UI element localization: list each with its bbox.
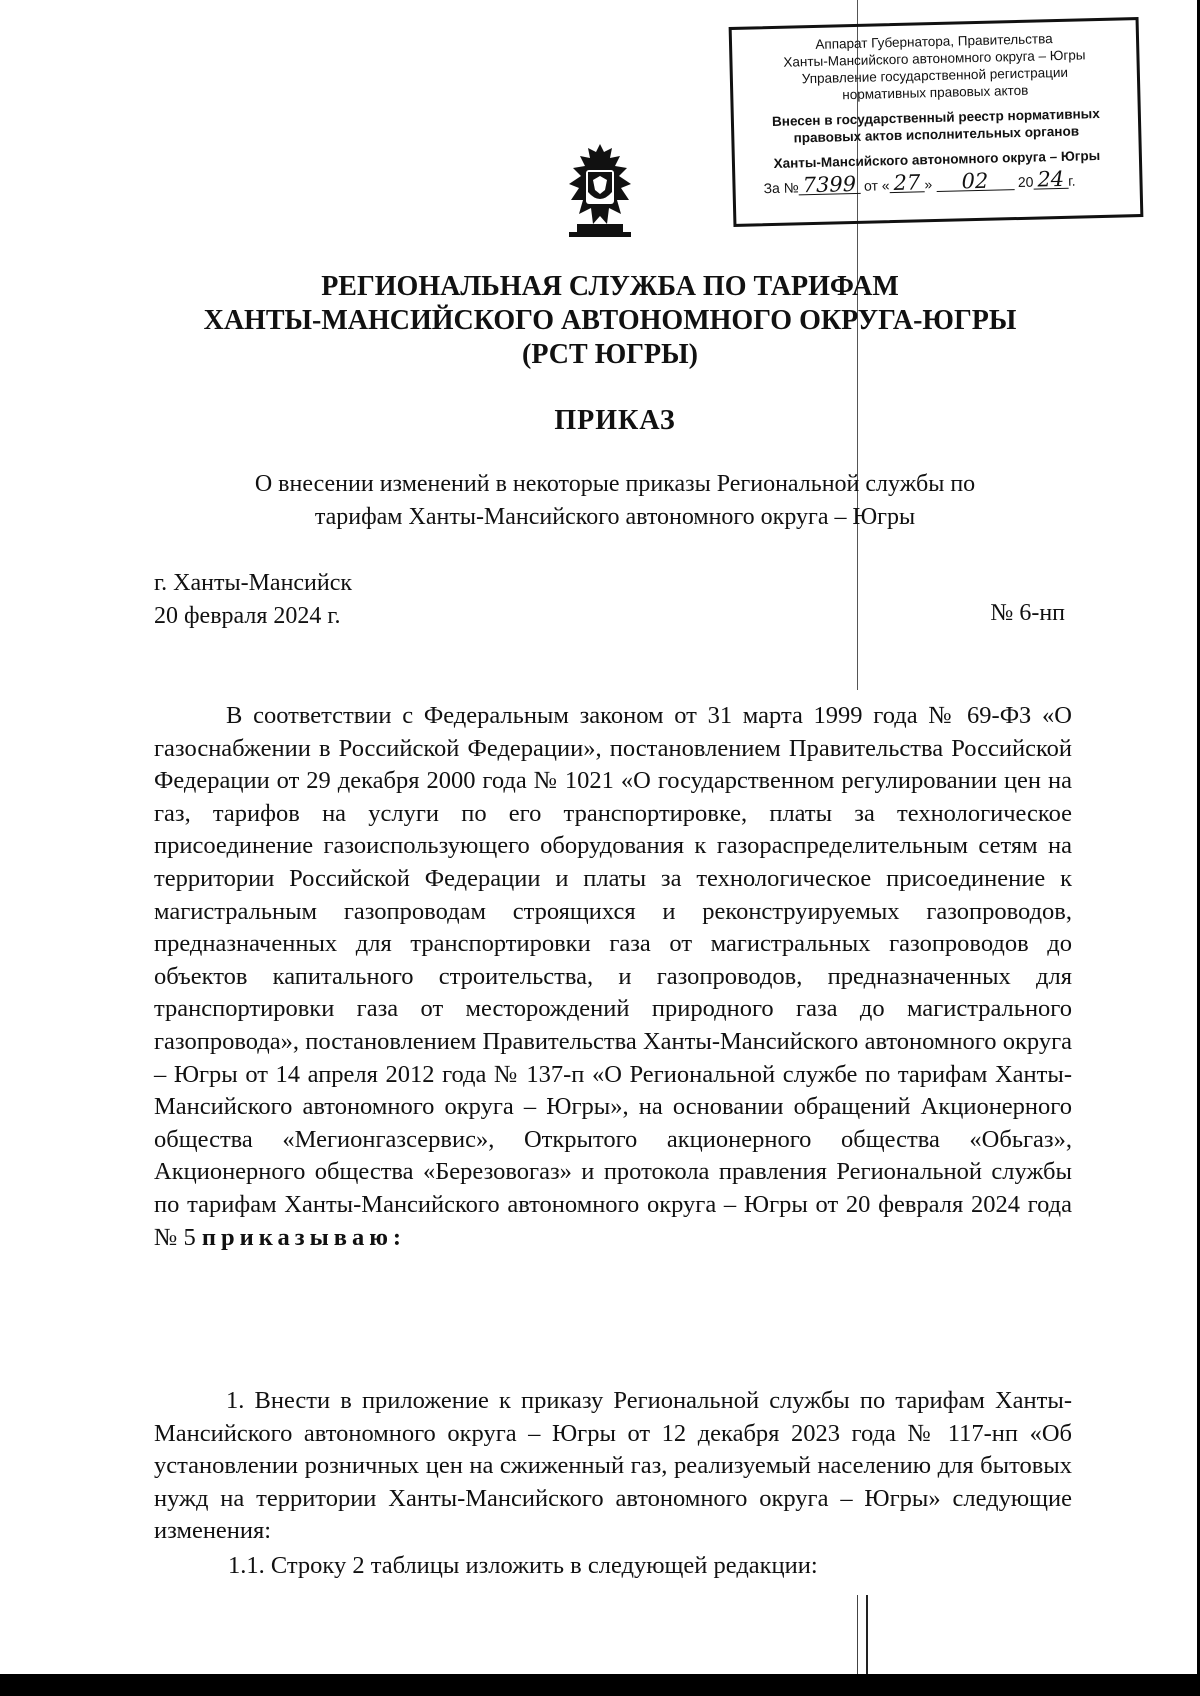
clause-1-1-paragraph: 1.1. Строку 2 таблицы изложить в следующей редакции: [228,1552,818,1579]
document-city: г. Ханты-Мансийск [154,570,353,596]
stamp-reg-day: 27 [889,174,924,193]
stamp-line: Аппарат Губернатора, Правительства [815,31,1053,52]
stamp-reg-year: 24 [1033,171,1068,190]
stamp-reg-year-prefix: 20 [1017,173,1034,191]
registration-stamp [729,17,1144,227]
stamp-registration-line [735,166,1139,198]
stamp-reg-number: 7399 [798,176,860,195]
stamp-reg-from: от « [863,177,890,194]
document-number: № 6-нп [990,600,1065,626]
document-place-date [154,567,352,633]
subject-line: тарифам Ханты-Мансийского автономного округа – Югры [314,504,916,530]
org-line: ХАНТЫ-МАНСИЙСКОГО АВТОНОМНОГО ОКРУГА-ЮГРЫ [203,305,1017,336]
stamp-reg-month: 02 [936,172,1014,192]
stamp-reg-prefix: За № [763,179,799,197]
stamp-line: Внесен в государственный реестр нормативных [771,105,1100,130]
org-line: (РСТ ЮГРЫ) [522,339,698,370]
coat-of-arms-icon [555,140,645,240]
stamp-line: Ханты-Мансийского автономного округа – Югры [783,47,1086,70]
document-type-title: ПРИКАЗ [554,405,676,436]
stamp-line: Управление государственной регистрации [801,64,1069,87]
order-word: приказываю: [201,1223,407,1251]
organization-name [0,270,1200,372]
stamp-reg-suffix: г. [1067,172,1076,189]
preamble-text: В соответствии с Федеральным законом от 31 марта 1999 года № 69-ФЗ «О газоснабжении в Российской Федерации», постановлением Правительства Российской Федерации от 29 декабря 2000 года № 1021 «О государственном регулировании цен на газ, тарифов на услуги по его транспортировке, платы за технологическое присоединение газоиспользующего оборудования к газораспределительным сетям на территории Российской Федерации и платы за технологическое присоединение к магистральным газопроводам строящихся и реконструируемых газопроводов, предназначенных для транспортировки газа от магистральных газопроводов до объектов капитального строительства, и газопроводов, предназначенных для транспортировки газа от месторождений природного газа до магистрального газопровода», постановлением Правительства Ханты-Мансийского автономного округа – Югры от 14 апреля 2012 года № 137-п «О Региональной службе по тарифам Ханты-Мансийского автономного округа – Югры», на основании обращений Акционерного общества «Мегионгазсервис», Открытого акционерного общества «Обьгаз», Акционерного общества «Березовогаз» и протокола правления Региональной службы по тарифам Ханты-Мансийского автономного округа – Югры от 20 февраля 2024 года № 5 [154,702,1072,1251]
stamp-reg-quote: » [924,176,933,193]
org-line: РЕГИОНАЛЬНАЯ СЛУЖБА ПО ТАРИФАМ [321,271,899,302]
stamp-line: Ханты-Мансийского автономного округа – Югры [773,148,1101,171]
stamp-line: правовых актов исполнительных органов [793,123,1080,146]
subject-line: О внесении изменений в некоторые приказы Региональной службы по [254,471,976,497]
document-subject [0,468,1200,534]
stamp-line: нормативных правовых актов [842,82,1029,103]
document-date: 20 февраля 2024 г. [154,603,341,629]
clause-1-paragraph: 1. Внести в приложение к приказу Региональной службы по тарифам Ханты-Мансийского автономного округа – Югры от 12 декабря 2023 года № 117-нп «Об установлении розничных цен на сжиженный газ, реализуемый населению для бытовых нужд на территории Ханты-Мансийского автономного округа – Югры» следующие изменения: [154,1387,1072,1545]
scan-edge [0,1674,1200,1696]
preamble-paragraph [154,700,1072,1254]
